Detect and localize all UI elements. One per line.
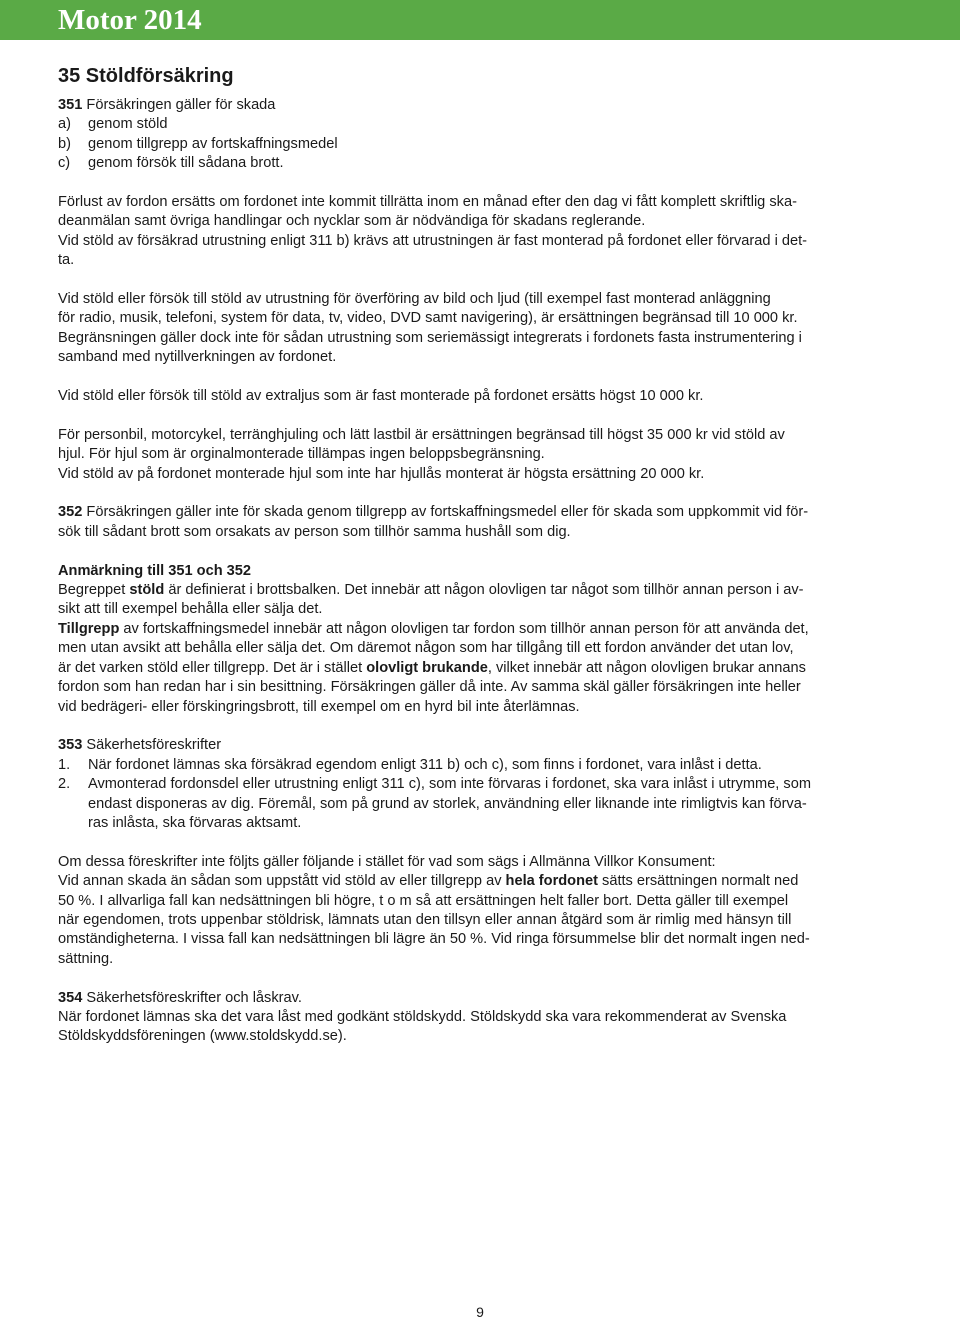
list-item: c) genom försök till sådana brott. bbox=[58, 155, 284, 172]
clause-number: 354 bbox=[58, 989, 83, 1006]
clause-351 bbox=[58, 96, 900, 174]
list-item: a) genom stöld bbox=[58, 116, 168, 133]
paragraph-vehicle-loss: Förlust av fordon ersätts om fordonet inte kommit tillrätta inom en månad efter den dag vi fått komplett skriftlig ska- deanmälan samt övriga handlingar och nycklar som är nödvändiga för skadans reglerande. Vid stöld av försäkrad utrustning enligt 311 b) krävs att utrustningen är fast monterad på fordonet eller förvarad i det- ta. bbox=[58, 194, 808, 269]
clause-352: 352 Försäkringen gäller inte för skada genom tillgrepp av fortskaffningsmedel eller för skada som uppkommit vid för- sök till sådant brott som orsakats av person som tillhör samma hushåll som dig. bbox=[58, 504, 809, 540]
document-title: Motor 2014 bbox=[58, 4, 202, 36]
paragraph-reduction-rules: Om dessa föreskrifter inte följts gäller följande i stället för vad som sägs i Allmänna Villkor Konsument: Vid annan skada än sådan som uppstått vid stöld av eller tillgrepp av hela fordonet sätts ersättningen normalt ned 50 %. I allvarliga fall kan nedsättningen bli högre, t o m så att ersättningen helt faller bort. Detta gäller till exempel när egendomen, trots uppenbar stöldrisk, lämnats utan den tillsyn eller annan åtgärd som är rimlig med hänsyn till omständigheterna. I vissa fall kan nedsättningen bli lägre än 50 %. Vid ringa försummelse blir det normalt ingen ned- sättning. bbox=[58, 853, 810, 967]
page-number: 9 bbox=[476, 1304, 484, 1320]
remark-351-352: Anmärkning till 351 och 352 Begreppet stöld är definierat i brottsbalken. Det innebär att någon olovligen tar något som tillhör annan person i av- sikt att till exempel behålla eller sälja det. Tillgrepp av fortskaffningsmedel innebär att någon olovligen tar fordon som tillhör annan person för att använda det, men utan avsikt att behålla eller sälja det. Om däremot någon som har tillgång till ett fordon använder det utan lov, är det varken stöld eller tillgrepp. Det är i stället olovligt brukande, vilket innebär att någon olovligen brukar annans fordon som han redan har i sin besittning. Försäkringen gäller då inte. Av samma skäl gäller försäkringen inte heller vid bedrägeri- eller förskingringsbrott, till exempel om en hyrd bil inte återlämnas. bbox=[58, 562, 809, 715]
paragraph-extra-lights: Vid stöld eller försök till stöld av extraljus som är fast monterade på fordonet ersätts högst 10 000 kr. bbox=[58, 388, 704, 405]
remark-heading: Anmärkning till 351 och 352 bbox=[58, 562, 252, 579]
clause-number: 352 bbox=[58, 504, 83, 521]
clause-number: 351 bbox=[58, 97, 83, 113]
paragraph-wheels: För personbil, motorcykel, terränghjuling och lätt lastbil är ersättningen begränsad till högst 35 000 kr vid stöld av hjul. För hjul som är orginalmonterade tillämpas ingen beloppsbegränsning. Vid stöld av på fordonet monterade hjul som inte har hjullås monterat är högsta ersättning 20 000 kr. bbox=[58, 426, 785, 482]
clause-number: 353 bbox=[58, 737, 83, 754]
list-item: 1. När fordonet lämnas ska försäkrad egendom enligt 311 b) och c), som finns i fordonet, vara inlåst i detta. bbox=[58, 756, 762, 773]
page-content bbox=[58, 62, 900, 1047]
header-bar bbox=[0, 0, 960, 40]
list-item: b) genom tillgrepp av fortskaffningsmedel bbox=[58, 135, 338, 152]
list-item: 2. Avmonterad fordonsdel eller utrustning enligt 311 c), som inte förvaras i fordonet, ska vara inlåst i utrymme, som endast disponeras av dig. Föremål, som på grund av storlek, användning eller liknande inte rimligtvis kan förva- ras inlåsta, ska förvaras aktsamt. bbox=[58, 776, 811, 831]
clause-351-intro: 351 Försäkringen gäller för skada bbox=[58, 97, 276, 113]
section-title: 35 Stöldförsäkring bbox=[58, 65, 234, 87]
clause-354: 354 Säkerhetsföreskrifter och låskrav. När fordonet lämnas ska det vara låst med godkänt stöldskydd. Stöldskydd ska vara rekommenderat av Svenska Stöldskyddsföreningen (www.stoldskydd.se). bbox=[58, 989, 787, 1045]
clause-353: 353 Säkerhetsföreskrifter 1. När fordonet lämnas ska försäkrad egendom enligt 311 b) och c), som finns i fordonet, vara inlåst i detta. 2. Avmonterad fordonsdel eller utrustning enligt 311 c), som inte förvaras i fordonet, ska vara inlåst i utrymme, som endast disponeras av dig. Föremål, som på grund av storlek, användning eller liknande inte rimligtvis kan förva- ras inlåsta, ska förvaras aktsamt. bbox=[58, 736, 900, 833]
paragraph-av-equipment: Vid stöld eller försök till stöld av utrustning för överföring av bild och ljud (till exempel fast monterad anläggning för radio, musik, telefoni, system för data, tv, video, DVD samt navigering), är ersättningen begränsad till 10 000 kr. Begränsningen gäller dock inte för sådan utrustning som seriemässigt integrerats i fordonets fasta instrumentering i samband med nytillverkningen av fordonet. bbox=[58, 291, 802, 366]
